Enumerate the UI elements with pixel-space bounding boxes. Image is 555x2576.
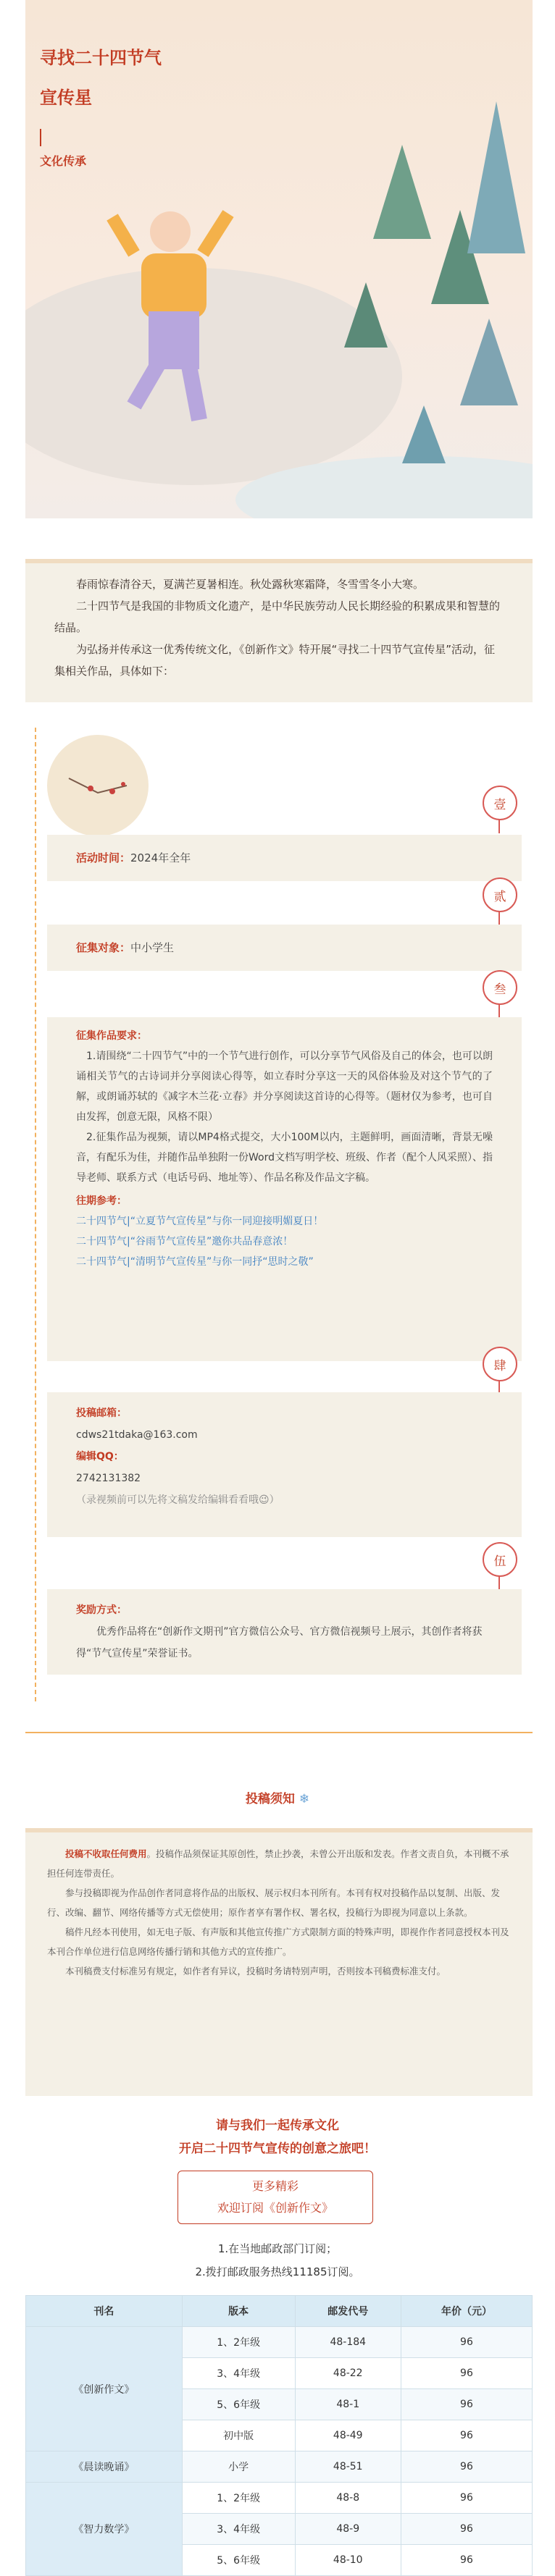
hero-title-line1: 寻找二十四节气 — [40, 48, 162, 68]
table-row — [26, 2483, 533, 2514]
hero-divider — [40, 129, 41, 146]
badge-5-connector — [498, 1575, 500, 1590]
qq-value[interactable]: 2742131382 — [76, 1473, 141, 1484]
table-cell: 3、4年级 — [182, 2358, 295, 2389]
table-cell: 1、2年级 — [182, 2327, 295, 2358]
reference-link-2[interactable]: 二十四节气|“谷雨节气宣传星”邀你共品春意浓！ — [76, 1236, 293, 1247]
table-cell: 初中版 — [182, 2420, 295, 2451]
table-cell: 48-9 — [295, 2514, 401, 2545]
notice-p4: 本刊稿费支付标准另有规定，如作者有异议，投稿时务请特别声明，否则按本刊稿费标准支付。 — [65, 1966, 446, 1977]
dashed-timeline — [35, 728, 38, 1701]
section-divider — [25, 1732, 533, 1733]
plum-branch-icon — [47, 735, 149, 836]
notice-p1: 。投稿作品须保证其原创性，禁止抄袭，未曾公开出版和发表。作者文责自负，本刊概不承担任何连带责任。 — [47, 1848, 509, 1879]
reward-card — [47, 1589, 522, 1675]
table-cell-name: 《创新作文》 — [26, 2327, 183, 2451]
table-cell: 48-184 — [295, 2327, 401, 2358]
subscribe-way-2: 2.拨打邮政服务热线11185订阅。 — [195, 2265, 360, 2278]
table-cell: 1、2年级 — [182, 2483, 295, 2514]
table-cell: 48-51 — [295, 2451, 401, 2483]
notice-title — [0, 1788, 555, 1806]
badge-3-connector — [498, 1003, 500, 1018]
intro-heritage: 二十四节气是我国的非物质文化遗产，是中华民族劳动人民长期经验的积累成果和智慧的结晶。 — [54, 599, 501, 634]
notice-panel — [25, 1828, 533, 2096]
table-header-row — [26, 2296, 533, 2327]
table-cell: 5、6年级 — [182, 2389, 295, 2420]
email-value[interactable]: cdws21tdaka@163.com — [76, 1429, 198, 1441]
notice-free-label: 投稿不收取任何费用 — [65, 1848, 147, 1859]
table-cell: 48-1 — [295, 2389, 401, 2420]
requirement-2: 2.征集作品为视频，请以MP4格式提交，大小100M以内，主题鲜明，画面清晰，背景无噪音，有配乐为佳，并随作品单独附一份Word文档写明学校、班级、作者（配个人风采照）、指导老师、联系方式（电话号码、地址等）、作品名称及作品文字稿。 — [76, 1132, 493, 1184]
badge-3: 叁 — [483, 970, 517, 1005]
badge-4: 肆 — [483, 1347, 517, 1381]
subscription-table — [25, 2295, 533, 2576]
reference-link-3[interactable]: 二十四节气|“清明节气宣传星”与你一同抒“思时之敬” — [76, 1256, 314, 1268]
table-header: 刊名 — [26, 2296, 183, 2327]
hero-title-line2: 宣传星 — [40, 88, 92, 108]
subscribe-box — [178, 2171, 373, 2224]
table-header: 邮发代号 — [295, 2296, 401, 2327]
past-reference-label: 往期参考： — [76, 1195, 127, 1207]
requirements-label: 征集作品要求： — [76, 1030, 147, 1042]
badge-2: 贰 — [483, 877, 517, 912]
table-cell: 48-10 — [295, 2545, 401, 2576]
table-cell-name: 《晨读晚诵》 — [26, 2451, 183, 2483]
notice-title-text: 投稿须知 — [245, 1792, 295, 1806]
badge-5: 伍 — [483, 1542, 517, 1577]
qq-label: 编辑QQ： — [76, 1451, 124, 1462]
cta-line-1: 请与我们一起传承文化 — [216, 2118, 339, 2133]
activity-time-card — [47, 835, 522, 881]
reference-link-1[interactable]: 二十四节气|“立夏节气宣传星”与你一同迎接明媚夏日！ — [76, 1216, 324, 1227]
reward-label: 奖励方式： — [76, 1604, 127, 1616]
hero-illustration — [25, 0, 533, 518]
table-cell-name: 《智力数学》 — [26, 2483, 183, 2576]
subscribe-line-2: 欢迎订阅《创新作文》 — [217, 2201, 333, 2215]
badge-1: 壹 — [483, 786, 517, 820]
qq-note: （录视频前可以先将文稿发给编辑看看哦😉） — [76, 1494, 280, 1506]
badge-2-connector — [498, 911, 500, 925]
subscribe-line-1: 更多精彩 — [251, 2179, 299, 2193]
cta-line-2: 开启二十四节气宣传的创意之旅吧！ — [179, 2142, 376, 2156]
subscribe-way-1: 1.在当地邮政部门订阅； — [217, 2242, 338, 2255]
notice-p2: 参与投稿即视为作品创作者同意将作品的出版权、展示权归本刊所有。本刊有权对投稿作品以复制、出版、发行、改编、翻节、网络传播等方式无偿使用；原作者享有署作权、署名权，投稿行为即视为同意以上条款。 — [47, 1887, 501, 1918]
reward-text: 优秀作品将在“创新作文期刊”官方微信公众号、官方微信视频号上展示，其创作者将获得“节气宣传星”荣誉证书。 — [76, 1626, 483, 1659]
table-cell: 96 — [401, 2358, 532, 2389]
table-cell: 48-8 — [295, 2483, 401, 2514]
intro-poem: 春雨惊春清谷天，夏满芒夏暑相连。秋处露秋寒霜降，冬雪雪冬小大寒。 — [76, 578, 425, 591]
table-cell: 小学 — [182, 2451, 295, 2483]
requirement-1: 1.请围绕“二十四节气”中的一个节气进行创作，可以分享节气风俗及自己的体会，也可以朗诵相关节气的古诗词并分享阅读心得等，如立春时分享这一天的风俗体验及对这个节气的了解，或朗诵苏轼的《减字木兰花·立春》并分享阅读这首诗的心得等。（题材仅为参考，也可自由发挥，创意无限，风格不限） — [76, 1051, 493, 1123]
target-value: 中小学生 — [130, 941, 175, 954]
table-header: 年价（元） — [401, 2296, 532, 2327]
email-label: 投稿邮箱： — [76, 1407, 127, 1419]
plum-blossom-decoration — [47, 735, 149, 836]
winter-scene-illustration — [25, 0, 533, 518]
snowflake-icon: ❄ — [299, 1792, 310, 1806]
requirements-card — [47, 1017, 522, 1361]
notice-p3: 稿件凡经本刊使用，如无电子版、有声版和其他宣传推广方式限制方面的特殊声明，即视作作者同意授权本刊及本刊合作单位进行信息网络传播行销和其他方式的宣传推广。 — [47, 1927, 509, 1957]
table-cell: 96 — [401, 2389, 532, 2420]
table-cell: 5、6年级 — [182, 2545, 295, 2576]
table-cell: 96 — [401, 2545, 532, 2576]
table-cell: 3、4年级 — [182, 2514, 295, 2545]
table-cell: 96 — [401, 2514, 532, 2545]
table-cell: 48-22 — [295, 2358, 401, 2389]
table-cell: 96 — [401, 2451, 532, 2483]
table-header: 版本 — [182, 2296, 295, 2327]
table-cell: 96 — [401, 2420, 532, 2451]
target-label: 征集对象： — [76, 941, 131, 954]
intro-panel — [25, 559, 533, 702]
intro-purpose: 为弘扬并传承这一优秀传统文化，《创新作文》特开展“寻找二十四节气宣传星”活动，征集相关作品，具体如下： — [54, 643, 496, 678]
table-cell: 48-49 — [295, 2420, 401, 2451]
table-row — [26, 2327, 533, 2358]
table-cell: 96 — [401, 2327, 532, 2358]
activity-time-value: 2024年全年 — [130, 851, 191, 864]
activity-section — [25, 728, 533, 1701]
table-cell: 96 — [401, 2483, 532, 2514]
badge-1-connector — [498, 819, 500, 833]
target-card — [47, 925, 522, 971]
activity-time-label: 活动时间： — [76, 851, 131, 864]
table-row — [26, 2451, 533, 2483]
hero-subtitle: 文化传承 — [40, 154, 87, 168]
contact-card — [47, 1392, 522, 1537]
